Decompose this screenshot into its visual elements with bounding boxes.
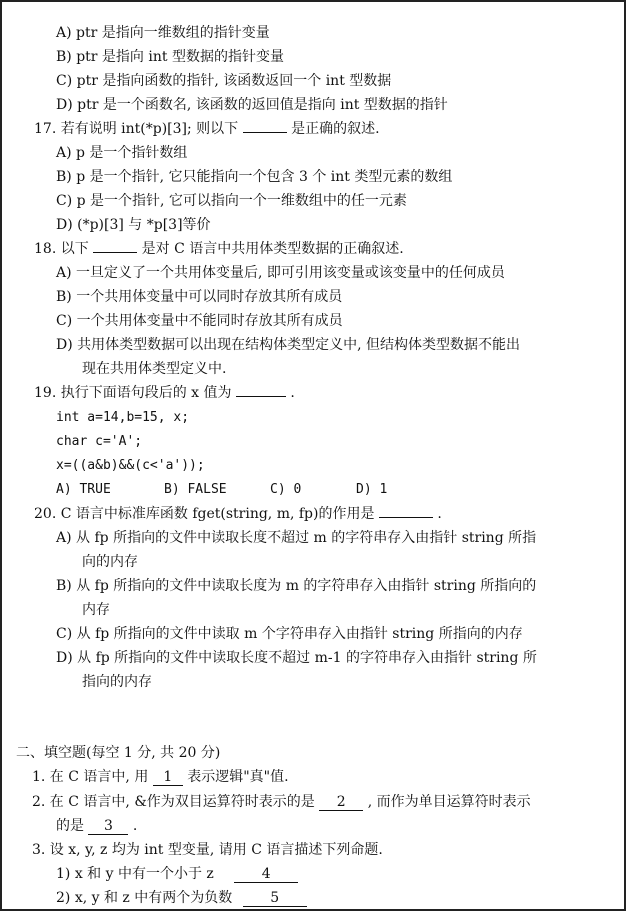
q20-option-a-cont: 向的内存 <box>82 554 138 570</box>
fill-blank-2: 2 <box>319 794 363 811</box>
fill-q3-1: 1) x 和 y 中有一个小于 z 4 <box>56 865 298 883</box>
fill-q3: 3. 设 x, y, z 均为 int 型变量, 请用 C 语言描述下列命题. <box>32 842 383 858</box>
q16-option-b: B) ptr 是指向 int 型数据的指针变量 <box>56 49 284 65</box>
q18-blank <box>93 252 137 253</box>
q20-option-c: C) 从 fp 所指向的文件中读取 m 个字符串存入由指针 string 所指向的内存 <box>56 626 523 642</box>
q17-option-d: D) (*p)[3] 与 *p[3]等价 <box>56 217 211 233</box>
q17-stem: 17. 若有说明 int(*p)[3]; 则以下 是正确的叙述. <box>34 121 380 137</box>
q19-option-a: A) TRUE <box>56 482 111 497</box>
q17-option-c: C) p 是一个指针, 它可以指向一个一维数组中的任一元素 <box>56 193 407 209</box>
q19-stem: 19. 执行下面语句段后的 x 值为 . <box>34 385 295 401</box>
q19-blank <box>236 396 286 397</box>
q20-stem: 20. C 语言中标准库函数 fget(string, m, fp)的作用是 . <box>34 506 442 522</box>
q20-blank <box>379 517 433 518</box>
q18-option-d-cont: 现在共用体类型定义中. <box>82 361 227 377</box>
fill-q2-cont: 的是 3 . <box>56 818 138 834</box>
q19-code-line-3: x=((a&b)&&(c<'a')); <box>56 458 205 473</box>
fill-q1: 1. 在 C 语言中, 用 1 表示逻辑"真"值. <box>32 769 289 785</box>
q18-option-b: B) 一个共用体变量中可以同时存放其所有成员 <box>56 289 343 305</box>
q20-option-b-cont: 内存 <box>82 602 110 618</box>
q19-code-line-1: int a=14,b=15, x; <box>56 410 190 425</box>
fill-blank-4: 4 <box>234 866 298 883</box>
q19-code-line-2: char c='A'; <box>56 434 143 449</box>
q20-option-b: B) 从 fp 所指向的文件中读取长度为 m 的字符串存入由指针 string 所指向的 <box>56 578 537 594</box>
q19-option-c: C) 0 <box>270 482 302 497</box>
q18-option-a: A) 一旦定义了一个共用体变量后, 即可引用该变量或该变量中的任何成员 <box>56 265 505 281</box>
q16-option-a: A) ptr 是指向一维数组的指针变量 <box>56 25 270 41</box>
fill-q2: 2. 在 C 语言中, &作为双目运算符时表示的是 2 , 而作为单目运算符时表示 <box>32 794 531 810</box>
fill-blank-5: 5 <box>243 890 307 907</box>
q18-option-c: C) 一个共用体变量中不能同时存放其所有成员 <box>56 313 343 329</box>
q19-option-b: B) FALSE <box>164 482 227 497</box>
q20-option-a: A) 从 fp 所指向的文件中读取长度不超过 m 的字符串存入由指针 string 所指 <box>56 530 537 546</box>
q17-blank <box>243 132 287 133</box>
fill-q3-2: 2) x, y 和 z 中有两个为负数 5 <box>56 889 307 907</box>
q18-stem: 18. 以下 是对 C 语言中共用体类型数据的正确叙述. <box>34 241 404 257</box>
q17-option-b: B) p 是一个指针, 它只能指向一个包含 3 个 int 类型元素的数组 <box>56 169 453 185</box>
q19-option-d: D) 1 <box>356 482 388 497</box>
q20-option-d: D) 从 fp 所指向的文件中读取长度不超过 m-1 的字符串存入由指针 string 所 <box>56 650 537 666</box>
q16-option-d: D) ptr 是一个函数名, 该函数的返回值是指向 int 型数据的指针 <box>56 97 448 113</box>
fill-blank-1: 1 <box>153 769 183 786</box>
q18-option-d: D) 共用体类型数据可以出现在结构体类型定义中, 但结构体类型数据不能出 <box>56 337 521 353</box>
q17-option-a: A) p 是一个指针数组 <box>56 145 188 161</box>
fill-blank-3: 3 <box>88 818 128 835</box>
q20-option-d-cont: 指向的内存 <box>82 674 152 690</box>
section-2-title: 二、填空题(每空 1 分, 共 20 分) <box>16 745 221 761</box>
q16-option-c: C) ptr 是指向函数的指针, 该函数返回一个 int 型数据 <box>56 73 392 89</box>
